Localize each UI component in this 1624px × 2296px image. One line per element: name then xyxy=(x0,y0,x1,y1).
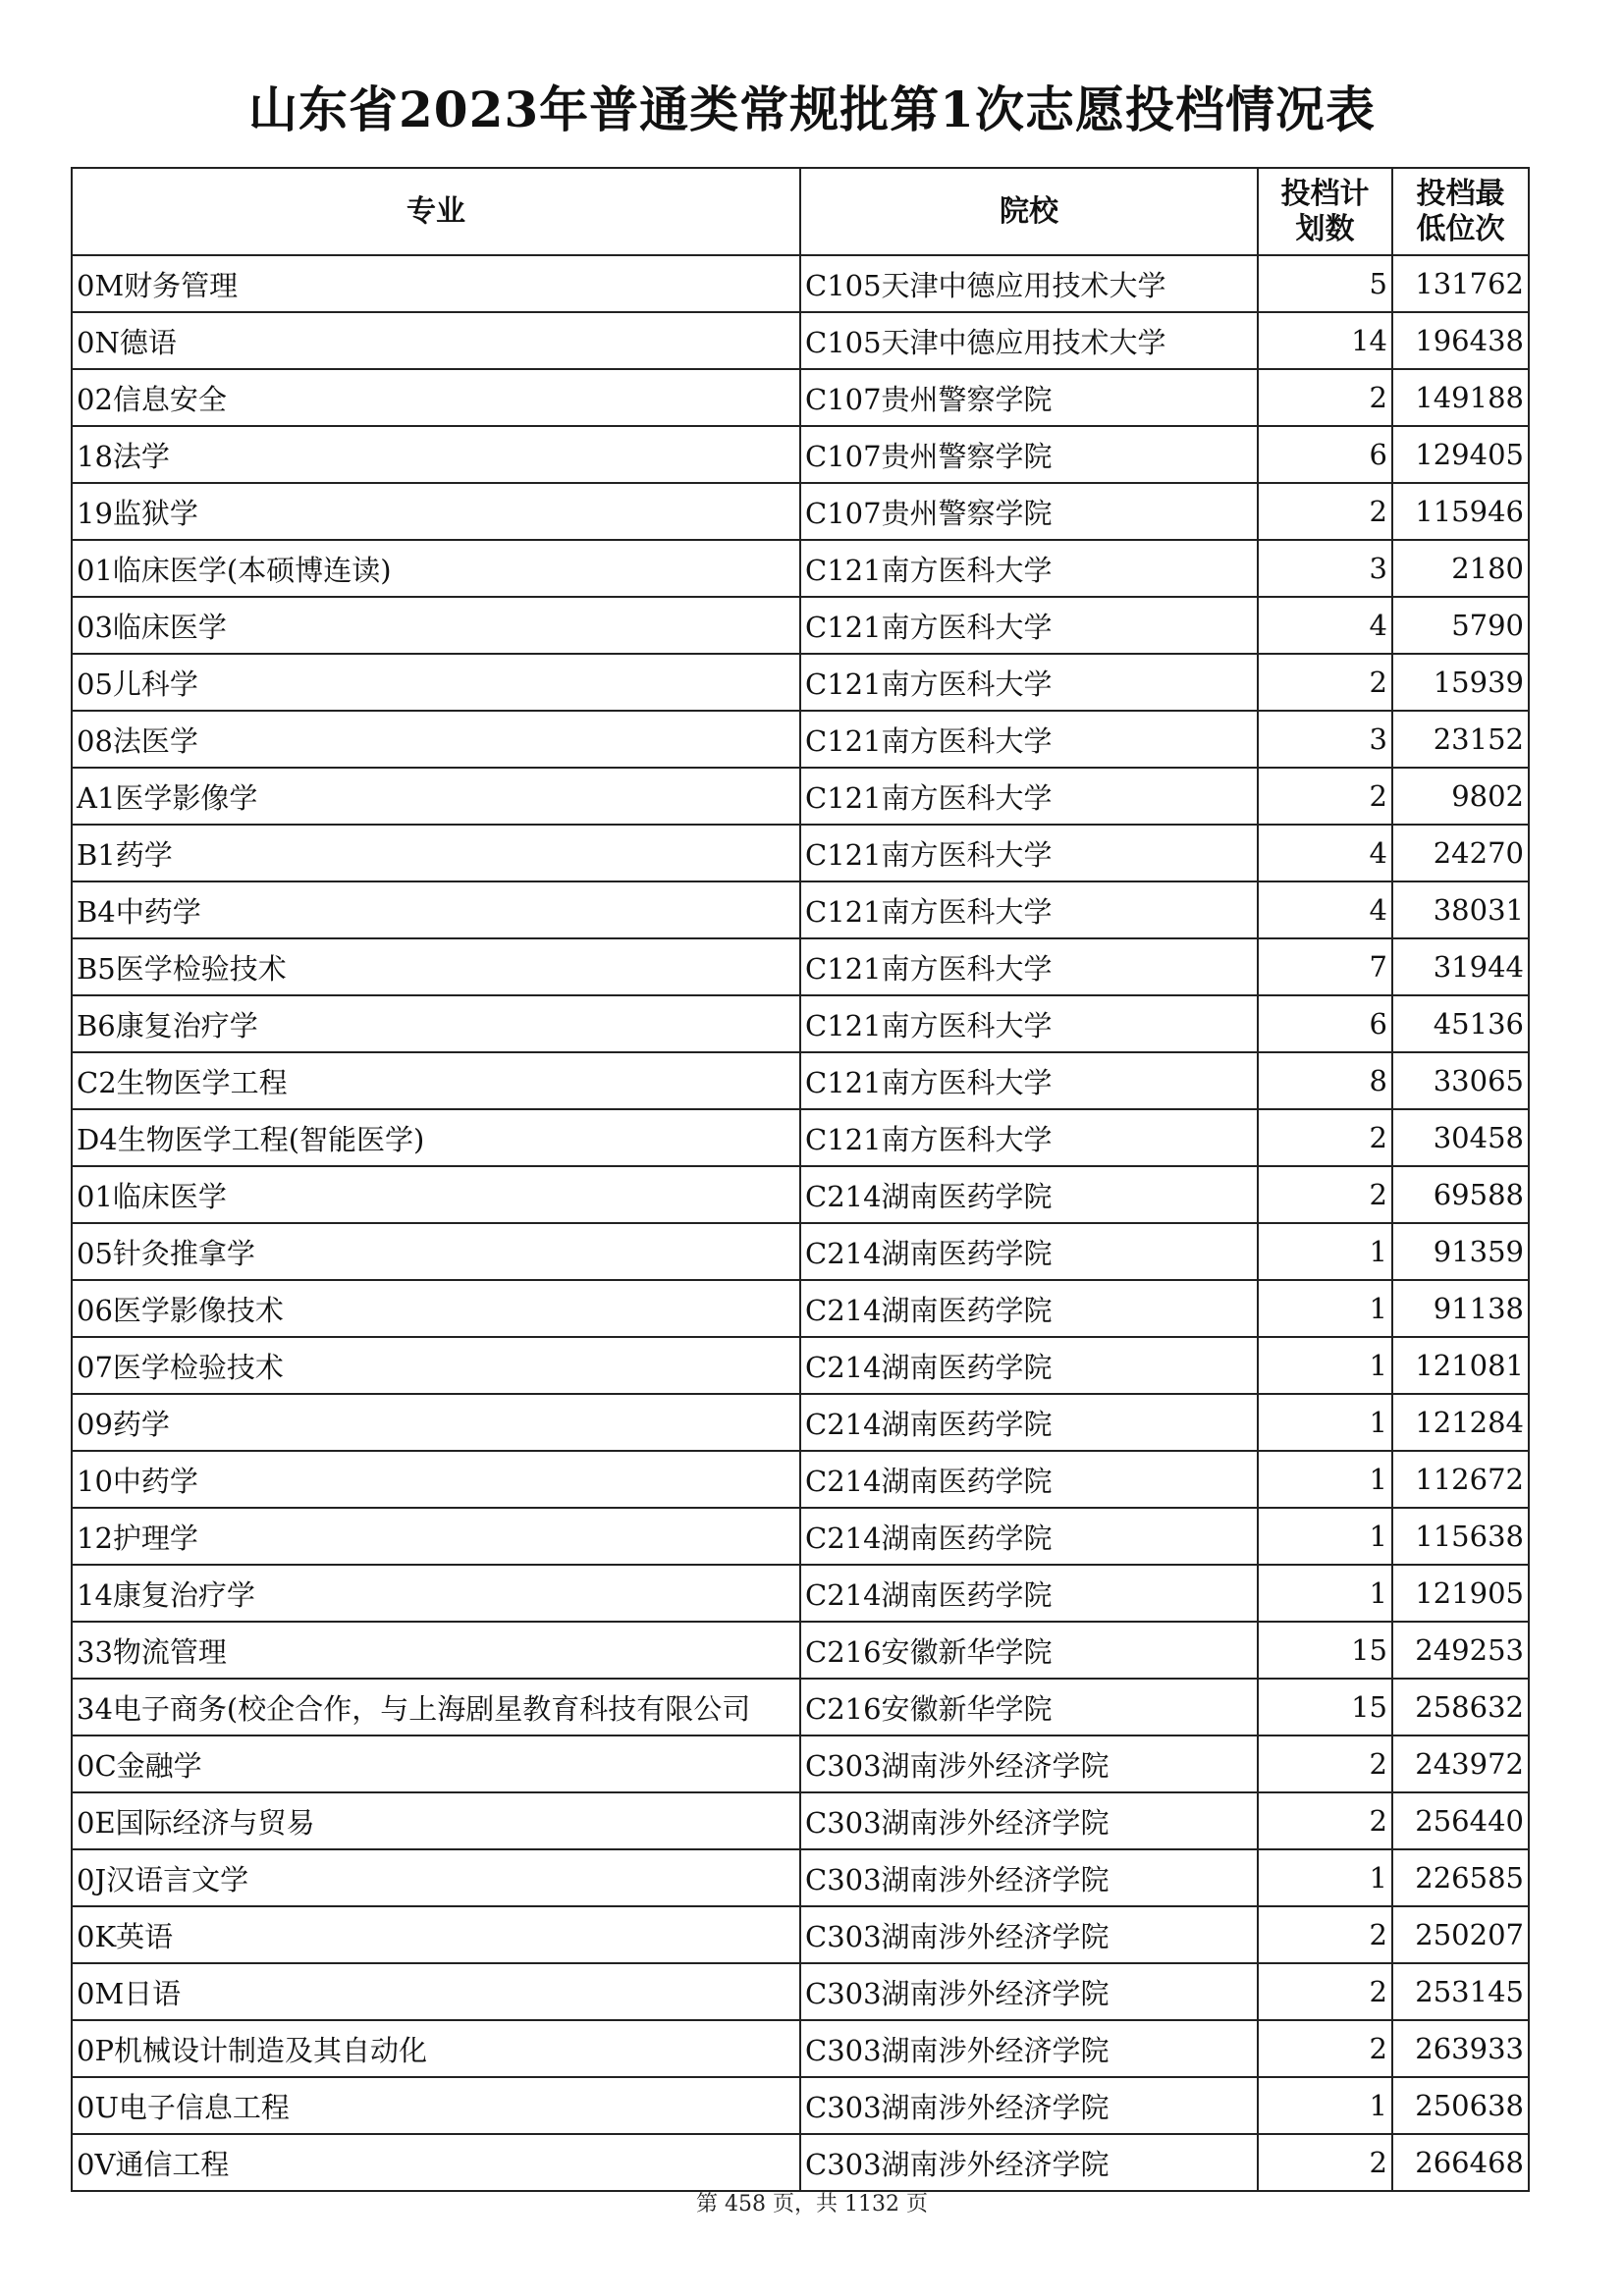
table-row xyxy=(72,1109,1529,1166)
min-rank-cell: 250207 xyxy=(1392,1906,1529,1963)
table-row xyxy=(72,2077,1529,2134)
min-rank-cell: 69588 xyxy=(1392,1166,1529,1223)
table-row xyxy=(72,597,1529,654)
table-row xyxy=(72,1963,1529,2020)
school-cell: C214湖南医药学院 xyxy=(800,1280,1258,1337)
min-rank-cell: 15939 xyxy=(1392,654,1529,711)
school-cell: C303湖南涉外经济学院 xyxy=(800,1963,1258,2020)
plan-count-cell: 2 xyxy=(1258,1109,1392,1166)
table-row xyxy=(72,1052,1529,1109)
plan-count-cell: 1 xyxy=(1258,1451,1392,1508)
school-cell: C105天津中德应用技术大学 xyxy=(800,312,1258,369)
min-rank-cell: 121905 xyxy=(1392,1565,1529,1622)
plan-count-cell: 2 xyxy=(1258,1792,1392,1849)
min-rank-cell: 115946 xyxy=(1392,483,1529,540)
plan-count-cell: 7 xyxy=(1258,938,1392,995)
major-cell: 07医学检验技术 xyxy=(72,1337,800,1394)
min-rank-cell: 91359 xyxy=(1392,1223,1529,1280)
school-cell: C107贵州警察学院 xyxy=(800,426,1258,483)
plan-count-cell: 6 xyxy=(1258,995,1392,1052)
plan-count-cell: 3 xyxy=(1258,711,1392,768)
school-cell: C121南方医科大学 xyxy=(800,1109,1258,1166)
school-cell: C214湖南医药学院 xyxy=(800,1337,1258,1394)
page-footer: 第 458 页，共 1132 页 xyxy=(696,2192,928,2216)
major-cell: 12护理学 xyxy=(72,1508,800,1565)
min-rank-cell: 38031 xyxy=(1392,881,1529,938)
min-rank-cell: 91138 xyxy=(1392,1280,1529,1337)
school-cell: C303湖南涉外经济学院 xyxy=(800,1792,1258,1849)
school-cell: C121南方医科大学 xyxy=(800,597,1258,654)
major-cell: 0C金融学 xyxy=(72,1735,800,1792)
major-cell: 02信息安全 xyxy=(72,369,800,426)
min-rank-cell: 9802 xyxy=(1392,768,1529,825)
school-cell: C107贵州警察学院 xyxy=(800,369,1258,426)
min-rank-cell: 45136 xyxy=(1392,995,1529,1052)
table-row xyxy=(72,1394,1529,1451)
school-cell: C216安徽新华学院 xyxy=(800,1679,1258,1735)
school-cell: C214湖南医药学院 xyxy=(800,1394,1258,1451)
plan-count-cell: 1 xyxy=(1258,1849,1392,1906)
school-cell: C303湖南涉外经济学院 xyxy=(800,1906,1258,1963)
major-cell: D4生物医学工程(智能医学) xyxy=(72,1109,800,1166)
header-rank-line1: 投档最 xyxy=(1416,176,1505,211)
school-cell: C121南方医科大学 xyxy=(800,995,1258,1052)
school-cell: C121南方医科大学 xyxy=(800,825,1258,881)
major-cell: 01临床医学(本硕博连读) xyxy=(72,540,800,597)
plan-count-cell: 2 xyxy=(1258,1735,1392,1792)
plan-count-cell: 14 xyxy=(1258,312,1392,369)
table-row xyxy=(72,2134,1529,2191)
table-row xyxy=(72,768,1529,825)
major-cell: 14康复治疗学 xyxy=(72,1565,800,1622)
header-major: 专业 xyxy=(72,168,800,255)
table-row xyxy=(72,255,1529,312)
header-plan-line2: 划数 xyxy=(1295,211,1355,246)
plan-count-cell: 3 xyxy=(1258,540,1392,597)
major-cell: B6康复治疗学 xyxy=(72,995,800,1052)
min-rank-cell: 131762 xyxy=(1392,255,1529,312)
table-row xyxy=(72,1735,1529,1792)
table-row xyxy=(72,1906,1529,1963)
table-row xyxy=(72,995,1529,1052)
table-row xyxy=(72,1280,1529,1337)
plan-count-cell: 5 xyxy=(1258,255,1392,312)
table-row xyxy=(72,1508,1529,1565)
min-rank-cell: 129405 xyxy=(1392,426,1529,483)
major-cell: 0M财务管理 xyxy=(72,255,800,312)
plan-count-cell: 2 xyxy=(1258,768,1392,825)
header-school: 院校 xyxy=(800,168,1258,255)
plan-count-cell: 2 xyxy=(1258,1166,1392,1223)
major-cell: 0P机械设计制造及其自动化 xyxy=(72,2020,800,2077)
major-cell: 0K英语 xyxy=(72,1906,800,1963)
school-cell: C303湖南涉外经济学院 xyxy=(800,2134,1258,2191)
plan-count-cell: 1 xyxy=(1258,1280,1392,1337)
plan-count-cell: 1 xyxy=(1258,1394,1392,1451)
plan-count-cell: 1 xyxy=(1258,1508,1392,1565)
major-cell: 0M日语 xyxy=(72,1963,800,2020)
major-cell: 06医学影像技术 xyxy=(72,1280,800,1337)
school-cell: C121南方医科大学 xyxy=(800,654,1258,711)
plan-count-cell: 4 xyxy=(1258,825,1392,881)
min-rank-cell: 5790 xyxy=(1392,597,1529,654)
min-rank-cell: 24270 xyxy=(1392,825,1529,881)
min-rank-cell: 2180 xyxy=(1392,540,1529,597)
school-cell: C214湖南医药学院 xyxy=(800,1223,1258,1280)
plan-count-cell: 15 xyxy=(1258,1622,1392,1679)
major-cell: 34电子商务(校企合作，与上海剧星教育科技有限公司 xyxy=(72,1679,800,1735)
min-rank-cell: 112672 xyxy=(1392,1451,1529,1508)
plan-count-cell: 1 xyxy=(1258,1223,1392,1280)
table-row xyxy=(72,654,1529,711)
plan-count-cell: 4 xyxy=(1258,597,1392,654)
page-title: 山东省2023年普通类常规批第1次志愿投档情况表 xyxy=(248,80,1376,138)
major-cell: 0U电子信息工程 xyxy=(72,2077,800,2134)
school-cell: C121南方医科大学 xyxy=(800,881,1258,938)
major-cell: 0N德语 xyxy=(72,312,800,369)
table-row xyxy=(72,1565,1529,1622)
school-cell: C121南方医科大学 xyxy=(800,768,1258,825)
school-cell: C121南方医科大学 xyxy=(800,540,1258,597)
min-rank-cell: 121081 xyxy=(1392,1337,1529,1394)
plan-count-cell: 2 xyxy=(1258,1963,1392,2020)
min-rank-cell: 249253 xyxy=(1392,1622,1529,1679)
table-row xyxy=(72,1679,1529,1735)
plan-count-cell: 8 xyxy=(1258,1052,1392,1109)
major-cell: 03临床医学 xyxy=(72,597,800,654)
plan-count-cell: 15 xyxy=(1258,1679,1392,1735)
table-row xyxy=(72,711,1529,768)
admission-table xyxy=(71,167,1530,2192)
table-row xyxy=(72,1166,1529,1223)
table-row xyxy=(72,426,1529,483)
table-row xyxy=(72,1337,1529,1394)
major-cell: 01临床医学 xyxy=(72,1166,800,1223)
school-cell: C121南方医科大学 xyxy=(800,711,1258,768)
major-cell: B5医学检验技术 xyxy=(72,938,800,995)
major-cell: 08法医学 xyxy=(72,711,800,768)
table-row xyxy=(72,881,1529,938)
school-cell: C214湖南医药学院 xyxy=(800,1565,1258,1622)
plan-count-cell: 2 xyxy=(1258,654,1392,711)
major-cell: B1药学 xyxy=(72,825,800,881)
major-cell: 33物流管理 xyxy=(72,1622,800,1679)
table-row xyxy=(72,1792,1529,1849)
major-cell: A1医学影像学 xyxy=(72,768,800,825)
min-rank-cell: 33065 xyxy=(1392,1052,1529,1109)
school-cell: C214湖南医药学院 xyxy=(800,1166,1258,1223)
plan-count-cell: 1 xyxy=(1258,1565,1392,1622)
plan-count-cell: 1 xyxy=(1258,1337,1392,1394)
major-cell: 19监狱学 xyxy=(72,483,800,540)
min-rank-cell: 31944 xyxy=(1392,938,1529,995)
table-header-row xyxy=(72,168,1529,255)
min-rank-cell: 243972 xyxy=(1392,1735,1529,1792)
table-row xyxy=(72,1223,1529,1280)
table-row xyxy=(72,1451,1529,1508)
header-plan-line1: 投档计 xyxy=(1280,176,1370,211)
plan-count-cell: 2 xyxy=(1258,2134,1392,2191)
min-rank-cell: 23152 xyxy=(1392,711,1529,768)
major-cell: 10中药学 xyxy=(72,1451,800,1508)
school-cell: C214湖南医药学院 xyxy=(800,1451,1258,1508)
table-row xyxy=(72,312,1529,369)
plan-count-cell: 2 xyxy=(1258,1906,1392,1963)
min-rank-cell: 256440 xyxy=(1392,1792,1529,1849)
min-rank-cell: 30458 xyxy=(1392,1109,1529,1166)
header-plan xyxy=(1258,168,1392,255)
table-row xyxy=(72,540,1529,597)
min-rank-cell: 121284 xyxy=(1392,1394,1529,1451)
header-rank xyxy=(1392,168,1529,255)
table-row xyxy=(72,1849,1529,1906)
min-rank-cell: 253145 xyxy=(1392,1963,1529,2020)
min-rank-cell: 266468 xyxy=(1392,2134,1529,2191)
table-body xyxy=(72,255,1529,2191)
major-cell: 0J汉语言文学 xyxy=(72,1849,800,1906)
major-cell: 0E国际经济与贸易 xyxy=(72,1792,800,1849)
school-cell: C216安徽新华学院 xyxy=(800,1622,1258,1679)
school-cell: C214湖南医药学院 xyxy=(800,1508,1258,1565)
school-cell: C303湖南涉外经济学院 xyxy=(800,2020,1258,2077)
min-rank-cell: 115638 xyxy=(1392,1508,1529,1565)
plan-count-cell: 2 xyxy=(1258,2020,1392,2077)
table-row xyxy=(72,369,1529,426)
min-rank-cell: 149188 xyxy=(1392,369,1529,426)
plan-count-cell: 6 xyxy=(1258,426,1392,483)
major-cell: C2生物医学工程 xyxy=(72,1052,800,1109)
school-cell: C303湖南涉外经济学院 xyxy=(800,2077,1258,2134)
school-cell: C121南方医科大学 xyxy=(800,1052,1258,1109)
table-row xyxy=(72,2020,1529,2077)
min-rank-cell: 196438 xyxy=(1392,312,1529,369)
school-cell: C303湖南涉外经济学院 xyxy=(800,1849,1258,1906)
plan-count-cell: 2 xyxy=(1258,369,1392,426)
table-row xyxy=(72,1622,1529,1679)
school-cell: C303湖南涉外经济学院 xyxy=(800,1735,1258,1792)
table-row xyxy=(72,938,1529,995)
header-rank-line2: 低位次 xyxy=(1416,211,1505,246)
major-cell: 18法学 xyxy=(72,426,800,483)
min-rank-cell: 250638 xyxy=(1392,2077,1529,2134)
min-rank-cell: 263933 xyxy=(1392,2020,1529,2077)
major-cell: 09药学 xyxy=(72,1394,800,1451)
min-rank-cell: 258632 xyxy=(1392,1679,1529,1735)
plan-count-cell: 1 xyxy=(1258,2077,1392,2134)
major-cell: 05儿科学 xyxy=(72,654,800,711)
plan-count-cell: 2 xyxy=(1258,483,1392,540)
table-row xyxy=(72,483,1529,540)
major-cell: 05针灸推拿学 xyxy=(72,1223,800,1280)
plan-count-cell: 4 xyxy=(1258,881,1392,938)
major-cell: B4中药学 xyxy=(72,881,800,938)
major-cell: 0V通信工程 xyxy=(72,2134,800,2191)
table-row xyxy=(72,825,1529,881)
school-cell: C121南方医科大学 xyxy=(800,938,1258,995)
school-cell: C107贵州警察学院 xyxy=(800,483,1258,540)
school-cell: C105天津中德应用技术大学 xyxy=(800,255,1258,312)
min-rank-cell: 226585 xyxy=(1392,1849,1529,1906)
